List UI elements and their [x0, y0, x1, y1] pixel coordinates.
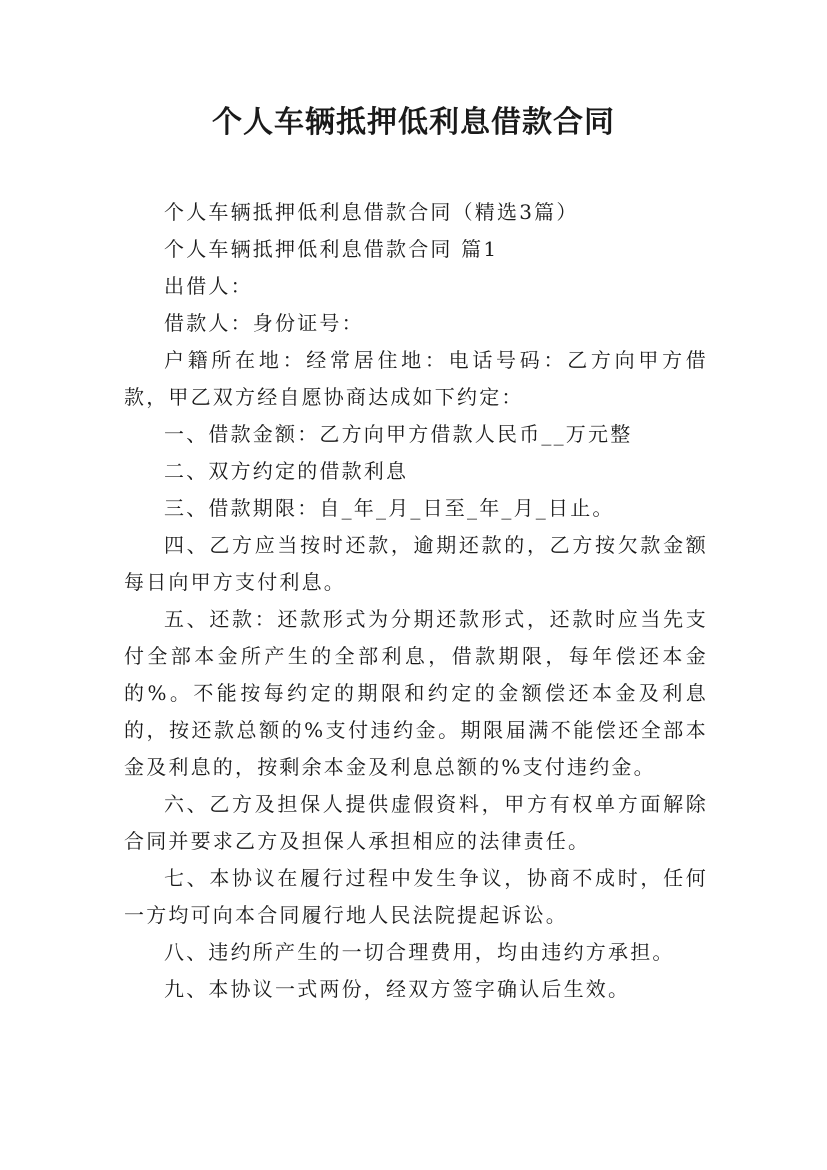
paragraph-clause-4: 四、乙方应当按时还款，逾期还款的，乙方按欠款金额每日向甲方支付利息。	[124, 533, 708, 594]
paragraph-clause-3: 三、借款期限：自_年_月_日至_年_月_日止。	[164, 496, 615, 520]
paragraph-clause-9: 九、本协议一式两份，经双方签字确认后生效。	[164, 977, 631, 1001]
paragraph-clause-2: 二、双方约定的借款利息	[164, 459, 409, 483]
paragraph-residence: 户籍所在地：经常居住地：电话号码：乙方向甲方借款，甲乙双方经自愿协商达成如下约定：	[124, 348, 708, 409]
document-body	[124, 194, 708, 1008]
document-title: 个人车辆抵押低利息借款合同	[212, 105, 615, 140]
paragraph-lender: 出借人：	[164, 274, 253, 298]
paragraph-clause-1: 一、借款金额：乙方向甲方借款人民币__万元整	[164, 422, 633, 446]
paragraph-clause-5: 五、还款：还款形式为分期还款形式，还款时应当先支付全部本金所产生的全部利息，借款期限，每年偿还本金的%。不能按每约定的期限和约定的金额偿还本金及利息的，按还款总额的%支付违约金。期限届满不能偿还全部本金及利息的，按剩余本金及利息总额的%支付违约金。	[124, 607, 708, 779]
paragraph-clause-7: 七、本协议在履行过程中发生争议，协商不成时，任何一方均可向本合同履行地人民法院提起诉讼。	[124, 866, 708, 927]
paragraph-section-heading: 个人车辆抵押低利息借款合同 篇1	[164, 237, 499, 261]
paragraph-clause-8: 八、违约所产生的一切合理费用，均由违约方承担。	[164, 940, 675, 964]
paragraph-subtitle: 个人车辆抵押低利息借款合同（精选3篇）	[164, 200, 579, 224]
paragraph-borrower: 借款人：身份证号：	[164, 311, 364, 335]
paragraph-clause-6: 六、乙方及担保人提供虚假资料，甲方有权单方面解除合同并要求乙方及担保人承担相应的法律责任。	[124, 792, 708, 853]
